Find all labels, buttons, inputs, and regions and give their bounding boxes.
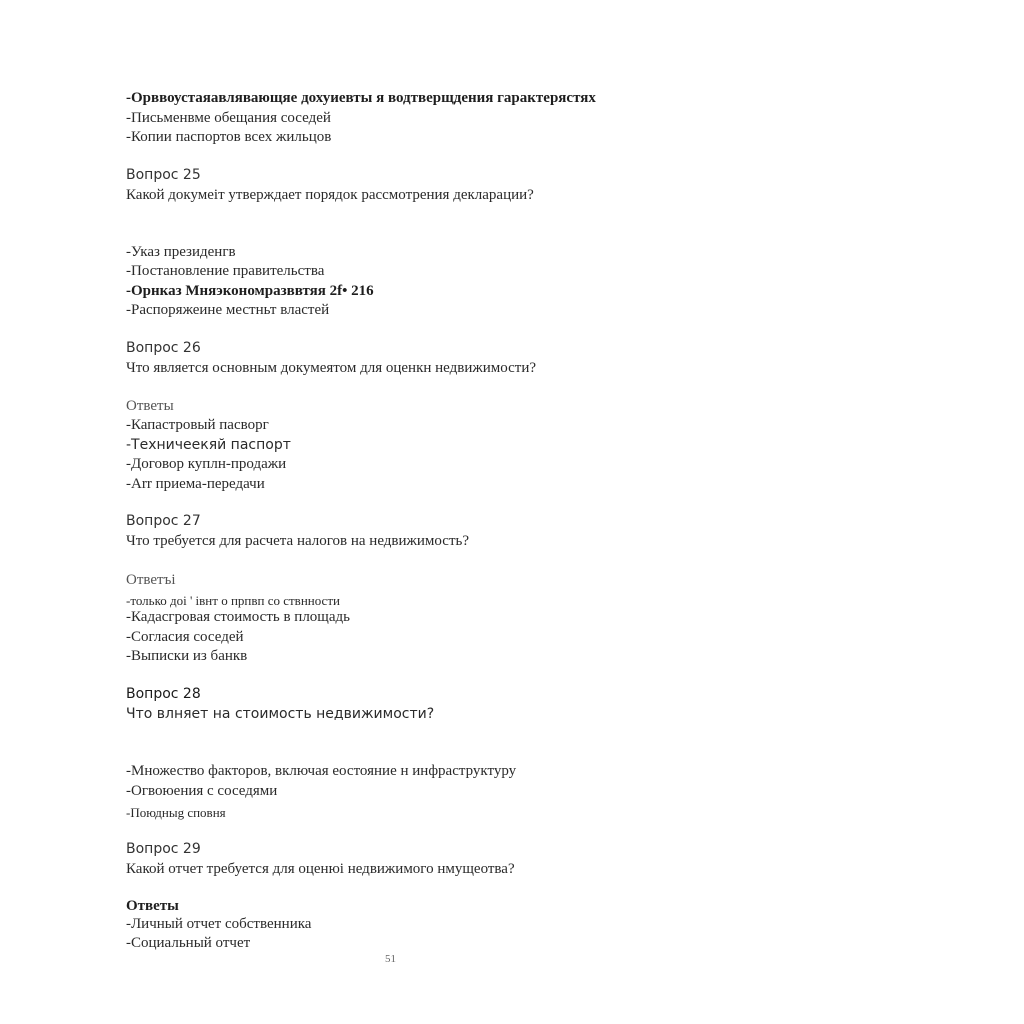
answers-heading: Ответъi — [126, 572, 176, 588]
answer-option: -Капастровый пасворг — [126, 417, 269, 433]
question-heading: Вопрос 25 — [126, 167, 201, 183]
answer-option: -Огвоюения с соседями — [126, 783, 278, 799]
question-text: Какой отчет требуется для оценюi недвижимого нмущеотва? — [126, 861, 515, 877]
answer-option: -Копии паспортов всех жильцов — [126, 129, 332, 145]
answers-heading: Ответы — [126, 898, 179, 914]
question-text: Что требуется для расчета налогов на недвижимость? — [126, 533, 469, 549]
question-heading: Вопрос 29 — [126, 841, 201, 857]
answer-option: -Множество факторов, включая еостояние н инфраструктуру — [126, 763, 517, 779]
answer-option: -Личный отчет собственника — [126, 916, 312, 932]
answer-option: -Кадасгровая стоимость в площадь — [126, 609, 350, 625]
answer-option: -Техничеекяй паспорт — [126, 437, 291, 453]
page-number: 51 — [385, 953, 396, 965]
answer-option: -Поюдныg сповня — [126, 805, 226, 820]
answer-option: -Орнказ Мняэкономразввтяя 2f• 216 — [126, 283, 374, 299]
answer-option: -Пиcьменвме обещания соседей — [126, 110, 331, 126]
answer-option: -Распоряжеине местньт властей — [126, 302, 330, 318]
answer-option: -Аrr приема-передачи — [126, 476, 265, 492]
answer-option: -Согласия соседей — [126, 629, 244, 645]
answer-option: -Постановление правительства — [126, 263, 325, 279]
question-text: Какой докумеiт утверждает порядок рассмотрения декларации? — [126, 187, 534, 203]
question-text: Что является основным докумеятом для оценкн недвижимости? — [126, 360, 537, 376]
question-heading: Вопрос 27 — [126, 513, 201, 529]
answer-option: -Договор куплн-продажи — [126, 456, 287, 472]
answer-option: -Выписки из банкв — [126, 648, 248, 664]
answers-heading: Ответы — [126, 398, 174, 414]
question-text: Что влняет на стоимость недвижимости? — [126, 706, 435, 722]
answer-option: -Указ президенгв — [126, 244, 236, 260]
question-heading: Вопрос 28 — [126, 686, 201, 702]
answer-option: -Социальный отчет — [126, 935, 251, 951]
question-heading: Вопрос 26 — [126, 340, 201, 356]
answer-option: -только дoi ' iвнт о пpпвп со ствнности — [126, 593, 340, 608]
answer-option: -Орввоустаяавлявающяе дохуиевты я водтверщдения гарактерястях — [126, 90, 596, 106]
